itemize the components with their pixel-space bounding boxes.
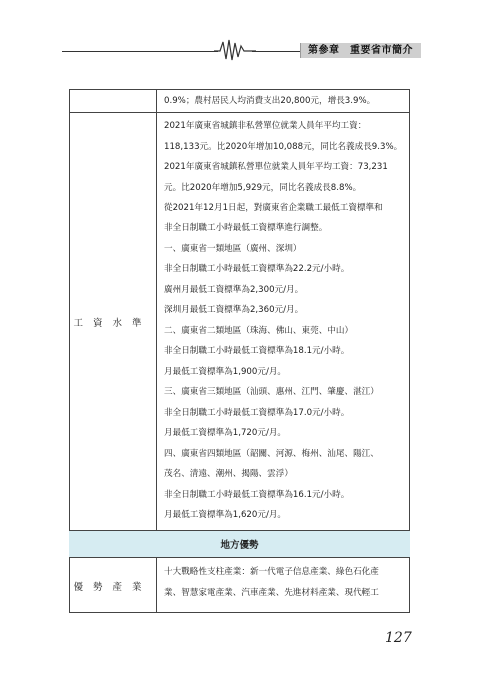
chapter-title: 第參章 重要省市簡介 — [308, 45, 413, 56]
wage-line: 非全日制職工小時最低工資標準為17.0元/小時。 — [164, 408, 350, 418]
wage-line: 元。比2020年增加5,929元，同比名義成長8.8%。 — [164, 183, 362, 193]
page-header — [0, 0, 480, 70]
wage-level-label: 工資水準 — [69, 113, 157, 530]
header-rule-right — [252, 51, 302, 52]
wage-line: 深圳月最低工資標準為2,360元/月。 — [164, 305, 304, 315]
wage-line: 非全日制職工小時最低工資標準為16.1元/小時。 — [164, 490, 350, 500]
wage-line: 一、廣東省一類地區（廣州、深圳） — [164, 244, 302, 254]
wage-line: 三、廣東省三類地區（汕頭、惠州、江門、肇慶、湛江） — [164, 387, 379, 397]
wage-line: 茂名、清遠、潮州、揭陽、雲浮） — [164, 469, 293, 479]
column-divider — [156, 89, 157, 113]
section-header-local-advantages: 地方優勢 — [69, 530, 410, 558]
wage-line: 非全日制職工小時最低工資標準為18.1元/小時。 — [164, 346, 350, 356]
wage-line: 從2021年12月1日起，對廣東省企業職工最低工資標準和 — [164, 203, 383, 213]
wage-line: 非全日制職工小時最低工資標準為22.2元/小時。 — [164, 264, 350, 274]
wage-line: 2021年廣東省城鎮非私營單位就業人員年平均工資： — [164, 121, 367, 131]
wage-line: 118,133元。比2020年增加10,088元，同比名義成長9.3%。 — [164, 142, 403, 152]
wage-line: 2021年廣東省城鎮私營單位就業人員年平均工資：73,231 — [164, 162, 388, 172]
wage-line: 月最低工資標準為1,720元/月。 — [164, 428, 287, 438]
page-number: 127 — [385, 630, 412, 646]
header-rule-left — [62, 51, 218, 52]
advantage-line: 十大戰略性支柱產業：新一代電子信息產業、綠色石化產 — [164, 567, 379, 577]
wage-line: 月最低工資標準為1,900元/月。 — [164, 367, 287, 377]
advantage-line: 業、智慧家電產業、汽車產業、先進材料產業、現代輕工 — [164, 588, 379, 598]
wage-line: 非全日制職工小時最低工資標準進行調整。 — [164, 223, 328, 233]
wage-line: 月最低工資標準為1,620元/月。 — [164, 510, 287, 520]
pulse-line-icon — [214, 38, 256, 62]
wage-line: 二、廣東省二類地區（珠海、佛山、東莞、中山） — [164, 326, 354, 336]
consumption-text: 0.9%；農村居民人均消費支出20,800元，增長3.9%。 — [164, 96, 376, 106]
wage-line: 廣州月最低工資標準為2,300元/月。 — [164, 285, 304, 295]
advantage-industries-label: 優勢產業 — [69, 558, 157, 613]
wage-line: 四、廣東省四類地區（韶關、河源、梅州、汕尾、陽江、 — [164, 449, 379, 459]
